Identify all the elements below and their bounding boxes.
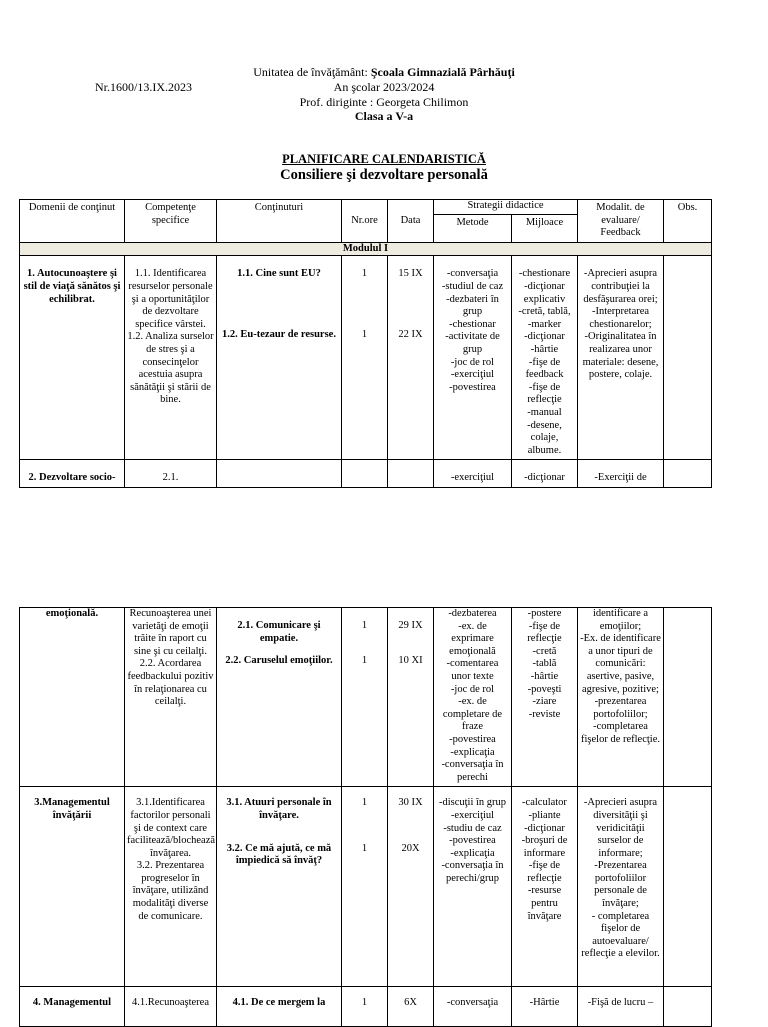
means-cell: -Hârtie: [512, 987, 578, 1027]
header-domain: Domenii de conţinut: [20, 200, 125, 243]
table-row: [20, 787, 712, 987]
means-cell: -calculator -pliante -dicţionar -broşuri de informare -fişe de reflecţie -resurse pentru învăţare: [512, 787, 578, 987]
obs-cell: [664, 460, 712, 488]
class-teacher: Prof. diriginte : Georgeta Chilimon: [299, 95, 469, 109]
date-cell: [388, 787, 434, 987]
content-item: 1.2. Eu-tezaur de resurse.: [222, 328, 336, 340]
evaluation-cell: identificare a emoţiilor; -Ex. de identificare a unor tipuri de comunicări: asertive, pasive, agresive, pozitive; -prezentarea portofoliilor; -completarea fişelor de reflecţie.: [578, 608, 664, 787]
obs-cell: [664, 987, 712, 1027]
hours-value: 1: [361, 328, 368, 340]
header-strategies: Strategii didactice: [434, 200, 578, 215]
obs-cell: [664, 787, 712, 987]
table-row: [20, 608, 712, 787]
means-cell: -postere -fişe de reflecţie -cretă -tablă -hârtie -poveşti -ziare -reviste: [512, 608, 578, 787]
table-row: [20, 460, 712, 488]
evaluation-cell: -Exerciţii de: [578, 460, 664, 488]
planning-table-part1: [19, 199, 712, 488]
hours-cell: [342, 608, 388, 787]
competences-cell: 1.1. Identificarea resurselor personale şi a oportunităţilor de dezvoltare specifice vârstei. 1.2. Analiza surselor de stres şi a consecinţelor acestuia asupra sănătăţii şi stării de bine.: [125, 256, 217, 460]
hours-cell: [342, 787, 388, 987]
date-cell: [388, 608, 434, 787]
domain-cell: 2. Dezvoltare socio-: [20, 460, 125, 488]
competences-cell: 3.1.Identificarea factorilor personali şi de context care facilitează/blochează învăţarea. 3.2. Prezentarea progreselor în învăţare, utilizând modalităţi diverse de comunicare.: [125, 787, 217, 987]
obs-cell: [664, 256, 712, 460]
table-row: [20, 987, 712, 1027]
content-item: 2.2. Caruselul emoţiilor.: [225, 655, 333, 667]
hours-value: 1: [361, 654, 368, 666]
date-cell: [388, 256, 434, 460]
domain-cell: 1. Autocunoaştere şi stil de viaţă sănătos şi echilibrat.: [20, 256, 125, 460]
date-cell: 6X: [388, 987, 434, 1027]
obs-cell: [664, 608, 712, 787]
school-unit-name: Şcoala Gimnazială Pârhăuţi: [370, 65, 515, 79]
contents-cell: [217, 460, 342, 488]
header-evaluation: Modalit. de evaluare/ Feedback: [578, 200, 664, 243]
content-item: 2.1. Comunicare şi empatie.: [237, 620, 321, 644]
header-means: Mijloace: [512, 215, 578, 242]
header-hours: Nr.ore: [342, 200, 388, 243]
methods-cell: -discuţii în grup -exerciţiul -studiu de caz -povestirea -explicaţia -conversaţia în perechi/grup: [434, 787, 512, 987]
evaluation-cell: -Aprecieri asupra contribuţiei la desfăşurarea orei; -Interpretarea chestionarelor; -Originalitatea în realizarea unor materiale: desene, postere, colaje.: [578, 256, 664, 460]
evaluation-cell: -Fişă de lucru –: [578, 987, 664, 1027]
hours-value: 1: [361, 797, 368, 809]
date-value: 10 XI: [398, 654, 423, 666]
contents-cell: [217, 256, 342, 460]
date-value: 22 IX: [398, 328, 423, 340]
hours-cell: 1: [342, 987, 388, 1027]
hours-value: 1: [361, 842, 368, 854]
methods-cell: -dezbaterea -ex. de exprimare emoţională -comentarea unor texte -joc de rol -ex. de completare de fraze -povestirea -explicaţia -conversaţia în perechi: [434, 608, 512, 787]
date-value: 29 IX: [398, 620, 423, 631]
competences-cell: 2.1.: [125, 460, 217, 488]
module-label: Modulul I: [20, 242, 712, 256]
means-cell: -dicţionar: [512, 460, 578, 488]
header-competences: Competenţe specifice: [125, 200, 217, 243]
school-unit-line: [200, 65, 568, 80]
methods-cell: -conversaţia -studiul de caz -dezbateri în grup -chestionar -activitate de grup -joc de rol -exerciţiul -povestirea: [434, 256, 512, 460]
competences-cell: Recunoaşterea unei varietăţi de emoţii trăite în raport cu sine şi cu ceilalţi. 2.2. Acordarea feedbackului pozitiv în relaţionarea cu ceilalţi.: [125, 608, 217, 787]
evaluation-cell: -Aprecieri asupra diversităţii şi veridicităţii surselor de informare; -Prezentarea portofoliilor personale de învăţare; - completarea fişelor de autoevaluare/ reflecţie a elevilor.: [578, 787, 664, 987]
contents-cell: [217, 608, 342, 787]
doc-number: Nr.1600/13.IX.2023: [95, 80, 192, 94]
document-title: PLANIFICARE CALENDARISTICĂ: [282, 152, 486, 166]
header-obs: Obs.: [664, 200, 712, 243]
content-item: 3.1. Atuuri personale în învăţare.: [226, 797, 332, 821]
competences-cell: 4.1.Recunoaşterea: [125, 987, 217, 1027]
contents-cell: [217, 787, 342, 987]
domain-cell: 3.Managementul învăţării: [20, 787, 125, 987]
school-year: An şcolar 2023/2024: [333, 80, 435, 94]
content-item: 3.2. Ce mă ajută, ce mă împiedică să învăţ?: [226, 842, 332, 867]
date-value: 30 IX: [398, 797, 423, 809]
class-name: Clasa a V-a: [354, 109, 414, 123]
contents-cell: 4.1. De ce mergem la: [217, 987, 342, 1027]
planning-table-part2: [19, 607, 712, 1027]
domain-cell: emoţională.: [20, 608, 125, 787]
content-item: 1.1. Cine sunt EU?: [237, 268, 321, 280]
hours-cell: [342, 256, 388, 460]
header-methods: Metode: [434, 215, 512, 242]
table-row: [20, 256, 712, 460]
date-value: 15 IX: [398, 268, 423, 280]
school-unit-label: Unitatea de învăţământ:: [253, 65, 371, 79]
means-cell: -chestionare -dicţionar explicativ -cretă, tablă, -marker -dicţionar -hârtie -fişe de feedback -fişe de reflecţie -manual -desene, colaje, albume.: [512, 256, 578, 460]
methods-cell: -exerciţiul: [434, 460, 512, 488]
date-cell: [388, 460, 434, 488]
hours-value: 1: [361, 620, 368, 631]
domain-cell: 4. Managementul: [20, 987, 125, 1027]
header-date: Data: [388, 200, 434, 243]
methods-cell: -conversaţia: [434, 987, 512, 1027]
document-subtitle: Consiliere şi dezvoltare personală: [280, 167, 488, 183]
hours-value: 1: [361, 268, 368, 280]
header-contents: Conţinuturi: [217, 200, 342, 243]
hours-cell: [342, 460, 388, 488]
date-value: 20X: [401, 842, 420, 854]
